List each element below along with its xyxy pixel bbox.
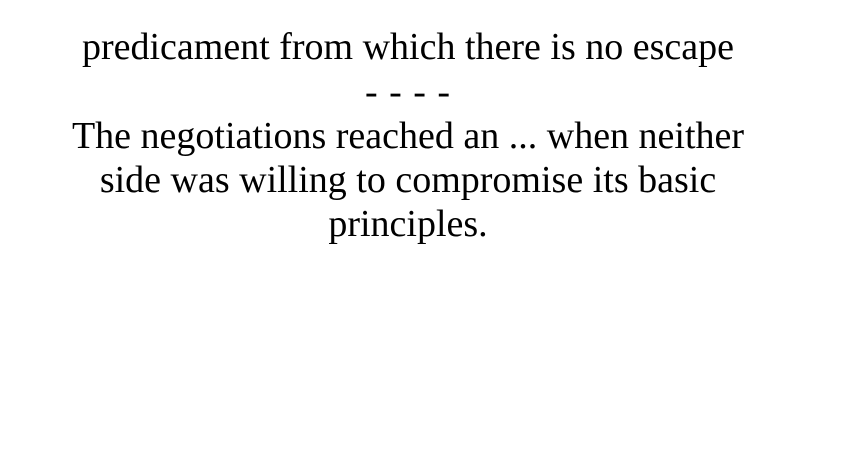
definition-text: predicament from which there is no escape bbox=[81, 26, 735, 68]
example-sentence: The negotiations reached an ... when neither side was willing to compromise its basic principles. bbox=[71, 115, 745, 245]
separator: - - - - bbox=[364, 71, 452, 113]
flashcard-content bbox=[58, 24, 758, 246]
